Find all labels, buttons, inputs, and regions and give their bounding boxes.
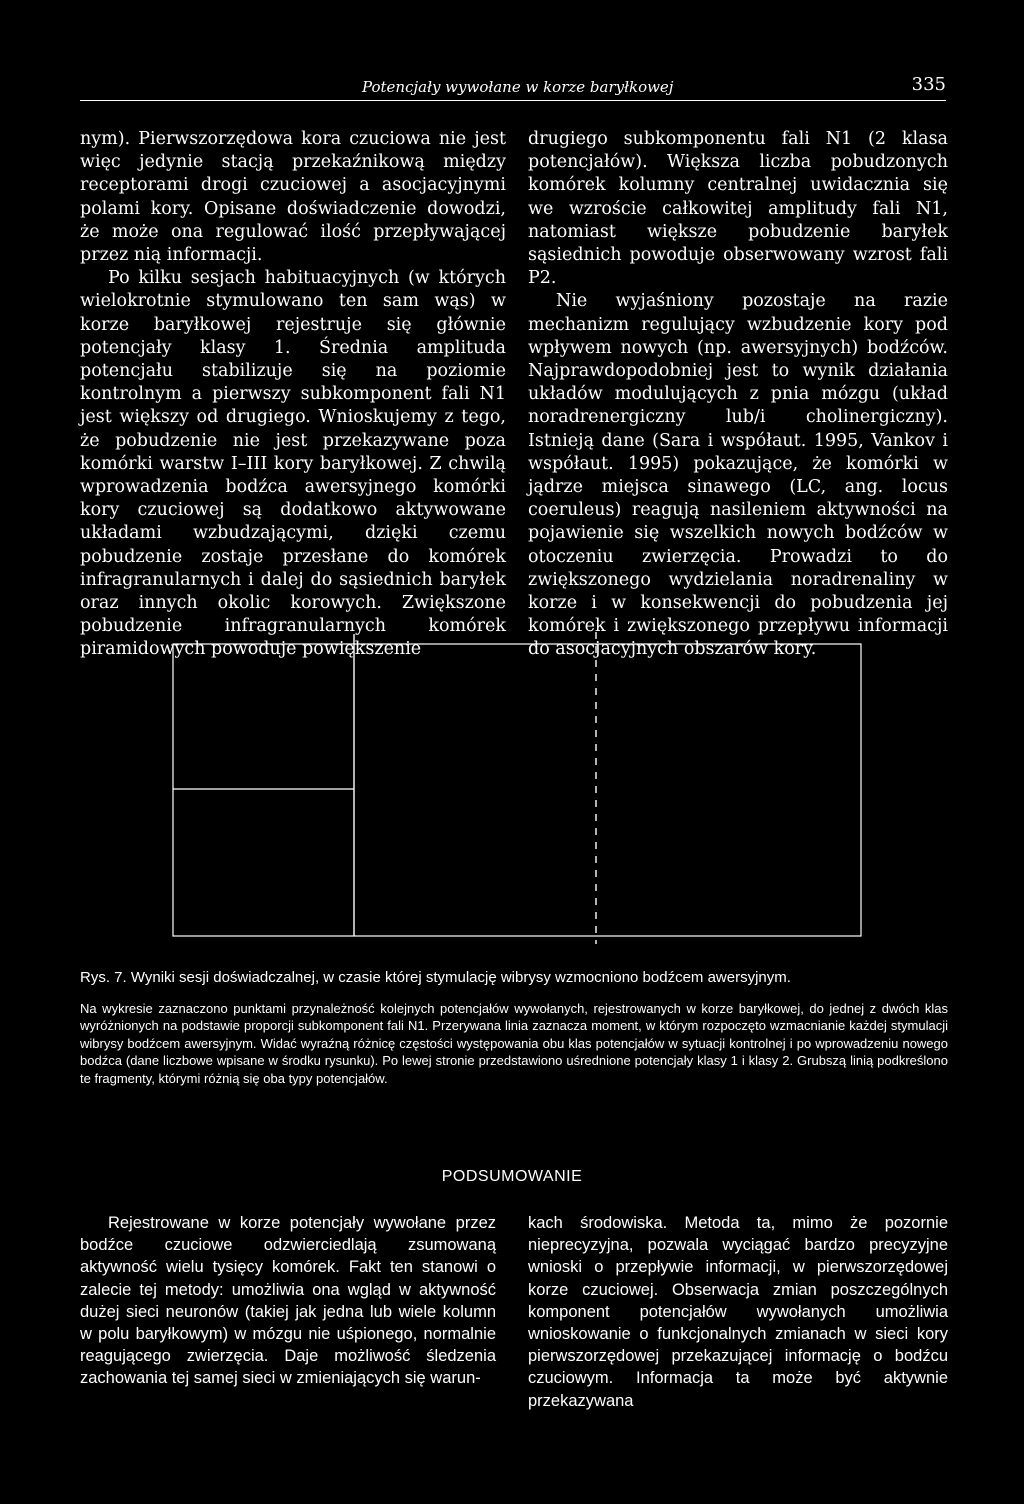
figure-caption [80,968,948,1087]
right-paragraph-1: drugiego subkomponentu fali N1 (2 klasa potencjałów). Większa liczba pobudzonych komórek kolumny centralnej uwidacznia się we wzroście całkowitej amplitudy fali N1, natomiast większe pobudzenie baryłek sąsiednich powoduje obserwowany wzrost fali P2. [528,129,948,289]
running-title: Potencjały wywołane w korze baryłkowej [362,78,674,96]
caption-title: Rys. 7. Wyniki sesji doświadczalnej, w czasie której stymulację wibrysy wzmocniono bodźcem awersyjnym. [80,969,791,986]
summary-right-column [528,1212,948,1412]
summary-right-text: kach środowiska. Metoda ta, mimo że pozornie nieprecyzyjna, pozwala wyciągać bardzo precyzyjne wnioski o przepływie informacji, w pierwszorzędowej korze czuciowej. Obserwacja zmian poszczególnych komponent potencjałów wywołanych umożliwia wnioskowanie o funkcjonalnych zmianach w sieci kory pierwszorzędowej przekazującej informację o bodźcu czuciowym. Informacja ta może być aktywnie przekazywana [528,1214,948,1410]
left-paragraph-1: nym). Pierwszorzędowa kora czuciowa nie jest więc jedynie stacją przekaźnikową między receptorami drogi czuciowej a asocjacyjnymi polami kory. Opisane doświadczenie dowodzi, że może ona regulować ilość przepływającej przez nią informacji. [80,129,506,266]
figure-7 [172,626,862,944]
page-header [80,70,946,101]
left-paragraph-2: Po kilku sesjach habituacyjnych (w których wielokrotnie stymulowano ten sam wąs) w korze baryłkowej rejestruje się głównie potencjały klasy 1. Średnia amplituda potencjału stabilizuje się na poziomie kontrolnym a pierwszy subkomponent fali N1 jest większy od drugiego. Wnioskujemy z tego, że pobudzenie nie jest przekazywane poza komórki warstw I–III kory baryłkowej. Z chwilą wprowadzenia bodźca awersyjnego komórki kory czuciowej są dodatkowo aktywowane układami wzbudzającymi, dzięki czemu pobudzenie zostaje przesłane do komórek infragranularnych i dalej do sąsiednich baryłek oraz innych okolic korowych. Zwiększone pobudzenie infragranularnych komórek piramidowych powoduje powiększenie [80,268,506,660]
left-column [80,128,506,662]
right-paragraph-2: Nie wyjaśniony pozostaje na razie mechanizm regulujący wzbudzenie kory pod wpływem nowych (np. awersyjnych) bodźców. Najprawdopodobniej jest to wynik działania układów modulujących z pnia mózgu (układ noradrenergiczny lub/i cholinergiczny). Istnieją dane (Sara i współaut. 1995, Vankov i współaut. 1995) pokazujące, że komórki w jądrze miejsca sinawego (LC, ang. locus coeruleus) reagują nasileniem aktywności na pojawienie się wszelkich nowych bodźców w otoczeniu zwierzęcia. Prowadzi to do zwiększonego wydzielania noradrenaliny w korze i w konsekwencji do pobudzenia jej komórek i zwiększonego przepływu informacji do asocjacyjnych obszarów kory. [528,291,948,660]
caption-body: Na wykresie zaznaczono punktami przynależność kolejnych potencjałów wywołanych, rejestrowanych w korze baryłkowej, do jednej z dwóch klas wyróżnionych na podstawie proporcji subkomponent fali N1. Przerywana linia zaznacza moment, w którym rozpoczęto wzmacnianie każdej stymulacji wibrysy bodźcem awersyjnym. Widać wyraźną różnicę częstości występowania obu klas potencjałów w sytuacji kontrolnej i po wprowadzeniu nowego bodźca (dane liczbowe wpisane w środku rysunku). Po lewej stronie przedstawiono uśrednione potencjały klasy 1 i klasy 2. Grubszą linią podkreślono te fragmenty, którymi różnią się oba typy potencjałów. [80,1001,948,1086]
right-column [528,128,948,662]
summary-left-text: Rejestrowane w korze potencjały wywołane przez bodźce czuciowe odzwierciedlają zsumowaną aktywność wielu tysięcy komórek. Fakt ten stanowi o zalecie tej metody: umożliwia ona wgląd w aktywność dużej sieci neuronów (takiej jak jedna lub wiele kolumn w polu baryłkowym) w mózgu nie uśpionego, normalnie reagującego zwierzęcia. Daje możliwość śledzenia zachowania tej samej sieci w zmieniających się warun- [80,1214,496,1388]
figure-frame [173,644,861,936]
section-heading: PODSUMOWANIE [441,1168,583,1185]
summary-left-column [80,1212,496,1390]
page-number: 335 [911,74,946,95]
